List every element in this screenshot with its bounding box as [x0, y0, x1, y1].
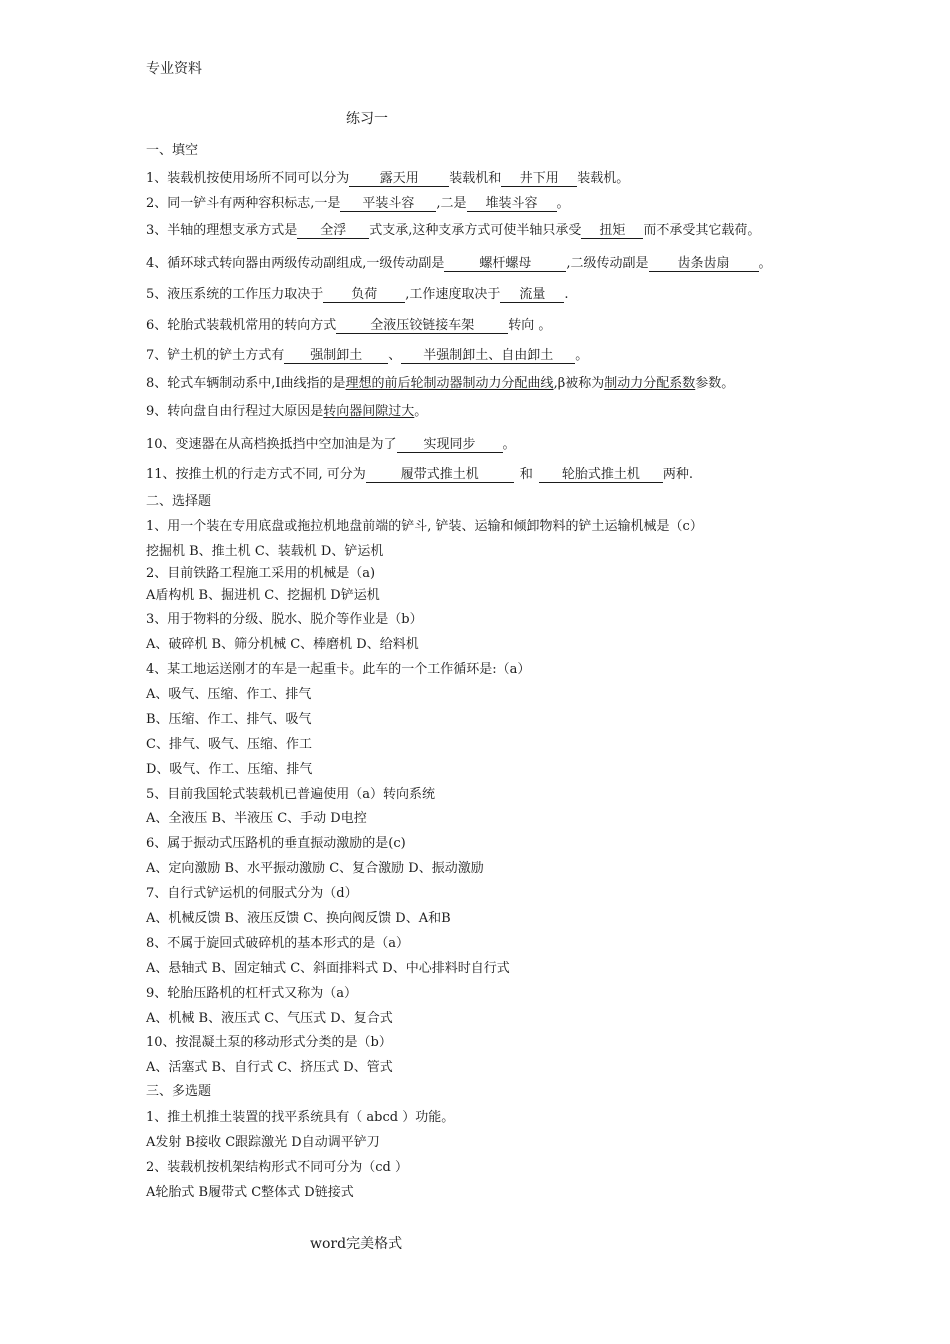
- choice-line: B、压缩、作工、排气、吸气: [146, 712, 312, 727]
- page-title: 练习一: [346, 111, 388, 127]
- question-fill-11: 11、按推土机的行走方式不同, 可分为 履带式推土机 和 轮胎式推土机 两种.: [146, 467, 693, 482]
- question-fill-5: 5、液压系统的工作压力取决于 负荷 ,工作速度取决于 流量 .: [146, 287, 569, 302]
- choice-line: 4、某工地运送刚才的车是一起重卡。此车的一个工作循环是:（a）: [146, 662, 531, 677]
- question-fill-3: 3、半轴的理想支承方式是 全浮 式支承,这种支承方式可使半轴只承受 扭矩 而不承受其它载荷。: [146, 223, 761, 238]
- choice-line: C、排气、吸气、压缩、作工: [146, 737, 312, 752]
- choice-line: 8、不属于旋回式破碎机的基本形式的是（a）: [146, 936, 410, 951]
- choice-line: 6、属于振动式压路机的垂直振动激励的是(c): [146, 836, 406, 851]
- choice-line: 挖掘机 B、推土机 C、装载机 D、铲运机: [146, 544, 384, 559]
- question-fill-4: 4、循环球式转向器由两级传动副组成,一级传动副是 螺杆螺母 ,二级传动副是 齿条齿扇 。: [146, 256, 772, 271]
- choice-line: A、破碎机 B、筛分机械 C、棒磨机 D、给料机: [146, 637, 419, 652]
- question-fill-7: 7、铲土机的铲土方式有 强制卸土 、 半强制卸土、自由卸土 。: [146, 348, 589, 363]
- choice-line: D、吸气、作工、压缩、排气: [146, 762, 313, 777]
- section-heading-choice: 二、选择题: [146, 494, 212, 509]
- choice-line: A、定向激励 B、水平振动激励 C、复合激励 D、振动激励: [146, 861, 484, 876]
- multi-line: 1、推土机推土装置的找平系统具有（ abcd ）功能。: [146, 1110, 455, 1125]
- section-heading-fill: 一、填空: [146, 143, 199, 158]
- multi-line: 2、装载机按机架结构形式不同可分为（cd ）: [146, 1160, 409, 1175]
- choice-line: A盾构机 B、掘进机 C、挖掘机 D铲运机: [146, 588, 380, 603]
- choice-line: A、悬轴式 B、固定轴式 C、斜面排料式 D、中心排料时自行式: [146, 961, 510, 976]
- choice-line: 1、用一个装在专用底盘或拖拉机地盘前端的铲斗, 铲装、运输和倾卸物料的铲土运输机械是（c）: [146, 519, 703, 534]
- multi-line: A轮胎式 B履带式 C整体式 D链接式: [146, 1185, 354, 1200]
- choice-line: 3、用于物料的分级、脱水、脱介等作业是（b）: [146, 612, 423, 627]
- question-fill-9: 9、转向盘自由行程过大原因是转向器间隙过大。: [146, 404, 428, 419]
- choice-line: 7、自行式铲运机的伺服式分为（d）: [146, 886, 358, 901]
- question-fill-6: 6、轮胎式装载机常用的转向方式 全液压铰链接车架 转向 。: [146, 318, 552, 333]
- choice-line: A、机械反馈 B、液压反馈 C、换向阀反馈 D、A和B: [146, 911, 451, 926]
- choice-line: A、全液压 B、半液压 C、手动 D电控: [146, 811, 367, 826]
- multi-line: A发射 B接收 C跟踪激光 D自动调平铲刀: [146, 1135, 380, 1150]
- question-fill-2: 2、同一铲斗有两种容积标志,一是 平装斗容 ,二是 堆装斗容 。: [146, 196, 570, 211]
- question-fill-10: 10、变速器在从高档换抵挡中空加油是为了 实现同步 。: [146, 437, 516, 452]
- page-footer: word完美格式: [310, 1236, 403, 1252]
- choice-line: 5、目前我国轮式装载机已普遍使用（a）转向系统: [146, 787, 436, 802]
- choice-line: A、活塞式 B、自行式 C、挤压式 D、管式: [146, 1060, 393, 1075]
- section-heading-multi: 三、多选题: [146, 1084, 212, 1099]
- question-fill-8: 8、轮式车辆制动系中,Ⅰ曲线指的是理想的前后轮制动器制动力分配曲线,β被称为制动力分配系数参数。: [146, 376, 735, 391]
- choice-line: A、机械 B、液压式 C、气压式 D、复合式: [146, 1011, 393, 1026]
- choice-line: 10、按混凝土泵的移动形式分类的是（b）: [146, 1035, 392, 1050]
- page-header: 专业资料: [146, 61, 202, 77]
- question-fill-1: 1、装载机按使用场所不同可以分为 露天用 装载机和 井下用 装载机。: [146, 171, 630, 186]
- choice-line: 2、目前铁路工程施工采用的机械是（a): [146, 566, 376, 581]
- choice-line: 9、轮胎压路机的杠杆式又称为（a）: [146, 986, 358, 1001]
- choice-line: A、吸气、压缩、作工、排气: [146, 687, 312, 702]
